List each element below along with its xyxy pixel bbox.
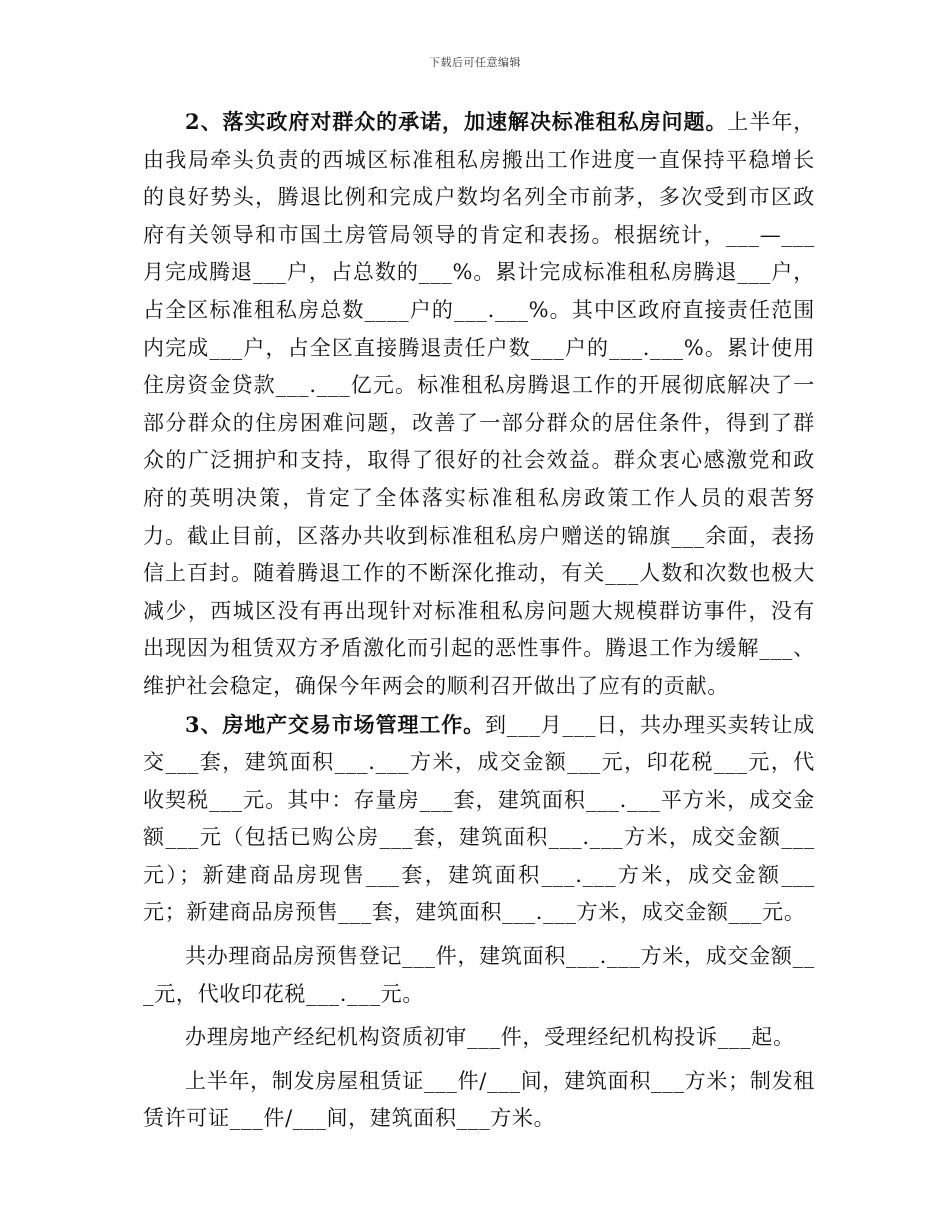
paragraph-real-estate-market [143,706,815,933]
paragraph-text: 上半年，制发房屋租赁证___件/___间，建筑面积___方米；制发租赁许可证___件/___间，建筑面积___方米。 [143,1068,815,1131]
paragraph-text: 办理房地产经纪机构资质初审___件，受理经纪机构投诉___起。 [185,1025,795,1050]
paragraph-agency-review [143,1019,815,1057]
paragraph-heading: 2、落实政府对群众的承诺，加速解决标准租私房问题。 [185,109,728,134]
page-header: 下载后可任意编辑 [429,56,521,69]
paragraph-text: 上半年，由我局牵头负责的西城区标准租私房搬出工作进度一直保持平稳增长的良好势头，腾退比例和完成户数均名列全市前茅，多次受到市区政府有关领导和市国土房管局领导的肯定和表扬。根据统计，___—___月完成腾退___户，占总数的___%。累计完成标准租私房腾退___户，占全区标准租私房总数____户的___.___%。其中区政府直接责任范围内完成___户，占全区直接腾退责任户数___户的___.___%。累计使用住房资金贷款___.___亿元。标准租私房腾退工作的开展彻底解决了一部分群众的住房困难问题，改善了一部分群众的居住条件，得到了群众的广泛拥护和支持，取得了很好的社会效益。群众衷心感激党和政府的英明决策，肯定了全体落实标准租私房政策工作人员的艰苦努力。截止目前，区落办共收到标准租私房户赠送的锦旗___余面，表扬信上百封。随着腾退工作的不断深化推动，有关___人数和次数也极大减少，西城区没有再出现针对标准租私房问题大规模群访事件，没有出现因为租赁双方矛盾激化而引起的恶性事件。腾退工作为缓解___、维护社会稳定，确保今年两会的顺利召开做出了应有的贡献。 [143,110,815,698]
paragraph-text: 共办理商品房预售登记___件，建筑面积___.___方米，成交金额___元，代收印花税___.___元。 [143,944,815,1006]
paragraph-rental-certificates [143,1063,815,1138]
paragraph-presale-registration [143,938,815,1013]
paragraph-standard-rent-private-housing [143,103,815,706]
document-body [143,103,815,1138]
paragraph-text: 到___月___日，共办理买卖转让成交___套，建筑面积___.___方米，成交金额___元，印花税___元，代收契税___元。其中：存量房___套，建筑面积___.___平方米，成交金额___元（包括已购公房___套，建筑面积___.___方米，成交金额___元）；新建商品房现售___套，建筑面积___.___方米，成交金额___元；新建商品房预售___套，建筑面积___.___方米，成交金额___元。 [143,712,815,925]
paragraph-heading: 3、房地产交易市场管理工作。 [185,711,485,737]
